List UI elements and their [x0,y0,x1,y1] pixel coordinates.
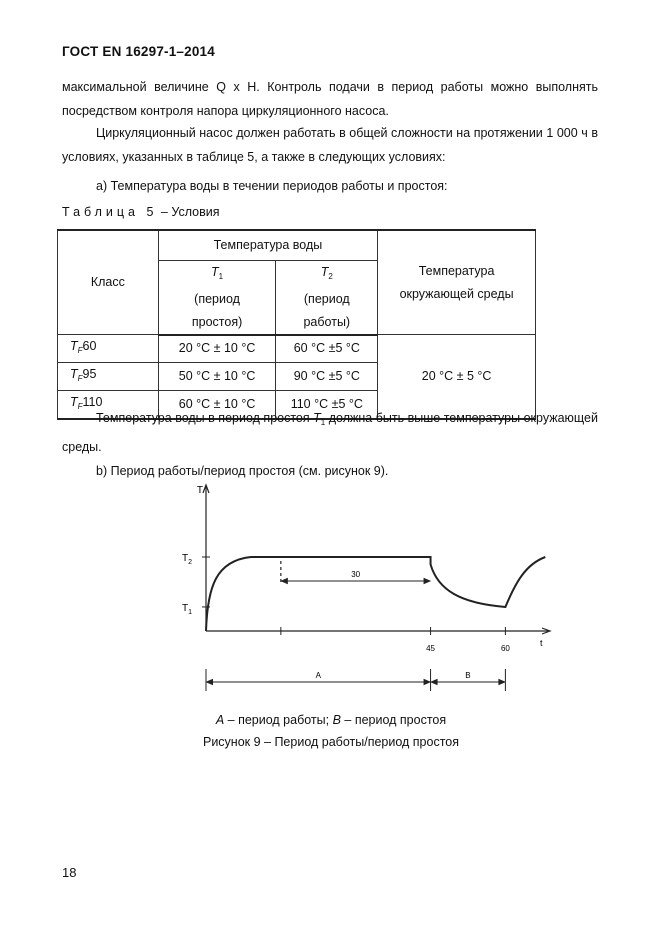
row-class: $T_F95$ [58,363,159,391]
y-tick-label: $T_2$ [182,553,193,566]
annotation-label: A [315,671,321,680]
figure-legend: A – период работы; B – период простоя [215,713,447,727]
paragraph-3: а) Температура воды в течении периодов работы и простоя: [96,179,448,193]
row-t2: 110 °C ±5 °C [276,391,378,420]
document-header: ГОСТ EN 16297-1–2014 [62,44,215,59]
dimension-arrow [206,679,213,685]
dimension-arrow [498,679,505,685]
row-t2: 60 °C ±5 °C [276,335,378,363]
x-axis-label: t [540,638,543,648]
series-line [206,557,545,631]
header-water-temp: Температура воды [158,230,377,260]
header-ambient: Температура окружающей среды [378,230,536,335]
table-row [58,335,536,363]
ambient-value: 20 °C ± 5 °C [378,335,536,420]
dimension-arrow [431,679,438,685]
dimension-arrow [424,679,431,685]
row-class: $T_F110$ [58,391,159,420]
dimension-arrow [424,578,431,584]
row-t1: 20 °C ± 10 °C [158,335,276,363]
header-t2: $T_2$ (период работы) [276,260,378,335]
paragraph-1: максимальной величине Q x H. Контроль подачи в период работы можно выполнять посредством контроля напора циркуляционного насоса. [62,80,598,118]
dimension-arrow [281,578,288,584]
x-tick-label: 45 [426,644,436,653]
table-caption-title: – Условия [157,205,220,219]
row-t2: 90 °C ±5 °C [276,363,378,391]
figure-caption: Рисунок 9 – Период работы/период простоя [202,735,460,749]
paragraph-4: Температура воды в период простоя $T_1$ должна быть выше температуры окружающей среды. [62,411,598,454]
y-tick-label: $T_1$ [182,602,193,616]
y-axis-label: T [196,485,203,496]
annotation-label: B [465,671,471,680]
operation-period-chart [180,478,570,693]
conditions-table [57,229,536,420]
table-caption [62,205,219,219]
header-t1: $T_1$ (период простоя) [158,260,276,335]
row-t1: 50 °C ± 10 °C [158,363,276,391]
page-number: 18 [62,865,77,880]
table-caption-number: Таблица 5 [62,205,158,219]
row-class: $T_F60$ [58,335,159,363]
x-tick-label: 60 [500,644,510,653]
header-class: Класс [58,230,159,335]
row-t1: 60 °C ± 10 °C [158,391,276,420]
chart-svg [180,478,570,693]
annotation-label: 30 [351,570,361,579]
paragraph-5: b) Период работы/период простоя (см. рисунок 9). [96,464,389,478]
paragraph-2: Циркуляционный насос должен работать в общей сложности на протяжении 1 000 ч в условиях, указанных в таблице 5, а также в следующих условиях: [62,126,598,164]
